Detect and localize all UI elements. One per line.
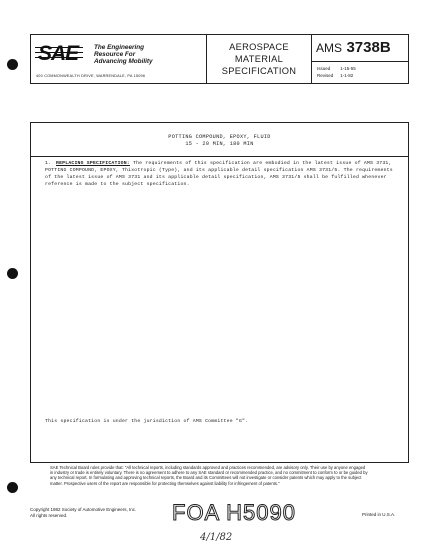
spec-body — [45, 160, 395, 188]
revised-row — [317, 72, 408, 79]
spec-type-line-3: SPECIFICATION — [221, 66, 297, 76]
copyright-block — [30, 507, 136, 519]
doc-dates — [312, 62, 408, 79]
jurisdiction-note: This specification is under the jurisdiction of AMS Committee "G". — [45, 419, 249, 424]
tagline-line-1: The Engineering — [94, 44, 145, 51]
handwritten-date: 4/1/82 — [200, 532, 233, 543]
section-paragraph: The requirements of this specification are embodied in the latest issue of AMS 3731, POTTING COMPOUND, EPOXY, Thixotropic (Type), and its applicable detail specification AMS 3731/5. The requirements of the latest issue of AMS 3731 and its applicable detail specification, AMS 3731/5 shall be fulfilled whenever reference is made to the subject specification. — [45, 161, 393, 187]
spec-title — [31, 134, 408, 148]
spec-type-line-2: MATERIAL — [234, 54, 284, 64]
copyright-line: Copyright 1982 Society of Automotive Engineers, Inc. — [30, 507, 137, 512]
section-heading: REPLACING SPECIFICATION: — [56, 161, 130, 166]
sae-tagline — [94, 44, 153, 65]
sae-logo: SAE — [38, 42, 79, 65]
tagline-line-3: Advancing Mobility — [94, 58, 153, 65]
doc-number: 3738B — [346, 39, 391, 56]
spec-type — [207, 35, 312, 83]
revised-date: 1-1-82 — [340, 73, 354, 78]
spec-content-box — [30, 122, 409, 463]
punch-hole-bottom — [7, 482, 18, 493]
printed-in-usa: Printed in U.S.A. — [362, 512, 396, 517]
doc-prefix: AMS — [316, 41, 343, 55]
issued-label: Issued — [317, 66, 331, 71]
sae-address: 400 COMMONWEALTH DRIVE, WARRENDALE, PA 15096 — [36, 74, 146, 78]
issued-row — [317, 65, 408, 72]
sae-technical-board-notice: SAE Technical Board rules provide that: "All technical reports, including standards approved and practices recommended, are advisory only. Their use by anyone engaged in industry or trade is entirely voluntary. There is no agreement to adhere to any SAE standard or recommended practice, and no commitment to conform to or be guided by any technical report. In formulating and approving technical reports, the Board and its Committees will not investigate or consider patents which may apply to the subject matter. Prospective users of the report are responsible for protecting themselves against liability for infringement of patents." — [50, 465, 368, 486]
title-divider — [31, 156, 408, 157]
doc-id-block — [312, 35, 408, 83]
section-number: 1. — [45, 161, 52, 166]
spec-title-line-2: 15 - 20 MIN, 180 MIN — [185, 141, 254, 147]
punch-hole-top — [7, 59, 18, 70]
doc-number-row — [312, 35, 408, 62]
rights-line: All rights reserved. — [30, 513, 68, 518]
tagline-line-2: Resource For — [94, 51, 136, 58]
spec-title-line-1: POTTING COMPOUND, EPOXY, FLUID — [168, 134, 271, 140]
document-header — [30, 34, 409, 84]
issued-date: 1-15-55 — [340, 66, 356, 71]
sae-logo-block — [31, 35, 207, 83]
revised-label: Revised — [317, 73, 334, 78]
punch-hole-middle — [7, 268, 18, 279]
reference-stamp: FOA H5090 — [172, 500, 296, 525]
spec-type-line-1: AEROSPACE — [229, 42, 289, 52]
